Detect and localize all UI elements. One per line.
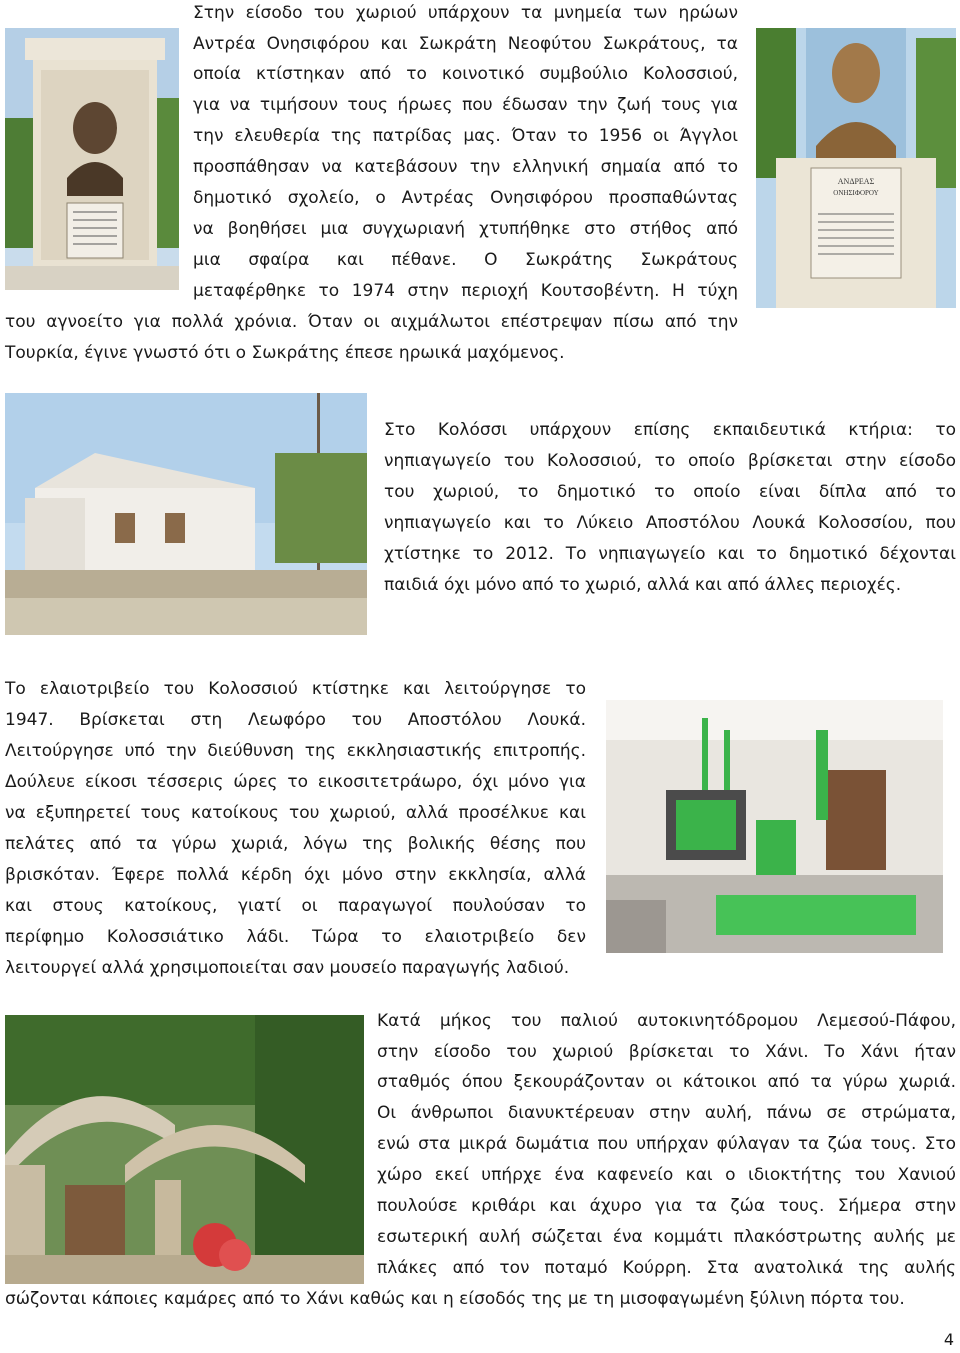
text-line: του χωριού, το δημοτικό το οποίο είναι δίπλα από το (384, 482, 956, 502)
text-line: σταθμός όπου ξεκουράζονταν οι κάτοικοι από τα γύρω χωριά. (377, 1072, 956, 1092)
text-line: πελάτες από τα γύρω χωριά, λόγω της βολικής θέσης που (5, 834, 586, 854)
text-line: 1947. Βρίσκεται στη Λεωφόρο του Αποστόλου Λουκά. (5, 710, 586, 730)
school-building-photo (5, 393, 367, 635)
text-line: μια σφαίρα και πέθανε. Ο Σωκράτης Σωκράτους (193, 250, 738, 270)
text-line: Οι άνθρωποι διανυκτέρευαν στην αυλή, πάνω σε στρώματα, (377, 1103, 956, 1123)
text-line: σώζονται κάποιες καμάρες από το Χάνι καθώς και η είσοδός της με τη μισοφαγωμένη ξύλινη πόρτα του. (5, 1289, 905, 1309)
text-line: δημοτικό σχολείο, ο Αντρέας Ονησιφόρου προσπαθώντας (193, 188, 738, 208)
text-line: βρισκόταν. Έφερε πολλά κέρδη όχι μόνο στην εκκλησία, αλλά (5, 865, 586, 885)
text-line: εσωτερική αυλή σώζεται ένα κομμάτι πλακόστρωτης αυλής με (377, 1227, 956, 1247)
text-line: πλάκες από τον ποταμό Κούρρη. Στα ανατολικά της αυλής (377, 1258, 956, 1278)
text-line: Στην είσοδο του χωριού υπάρχουν τα μνημεία των ηρώων (193, 3, 738, 23)
text-line: οποία κτίστηκαν από το κοινοτικό συμβούλιο Κολοσσιού, (193, 64, 738, 84)
plaque-name-line-1: ΑΝΔΡΕΑΣ (837, 177, 875, 186)
text-line: περίφημο Κολοσσιάτικο λάδι. Τώρα το ελαιοτριβείο δεν (5, 927, 586, 947)
text-line: λειτουργεί αλλά χρησιμοποιείται σαν μουσείο παραγωγής λαδιού. (5, 958, 570, 978)
text-line: Αντρέα Ονησιφόρου και Σωκράτη Νεοφύτου Σωκράτους, τα (193, 34, 738, 54)
text-line: να εξυπηρετεί τους κατοίκους του χωριού, αλλά προσέλκυε και (5, 803, 586, 823)
text-line: για να τιμήσουν τους ήρωες που έδωσαν την ζωή τους για (193, 95, 738, 115)
text-line: χώρο εκεί υπήρχε ένα καφενείο και ο ιδιοκτήτης του Χανιού (377, 1165, 956, 1185)
text-line: πουλούσε κριθάρι και άχυρο για τα ζώα τους. Σήμερα στην (377, 1196, 956, 1216)
text-line: μεταφέρθηκε το 1974 στην περιοχή Κουτσοβέντη. Η τύχη (193, 281, 738, 301)
plaque-name-line-2: ΟΝΗΣΙΦΟΡΟΥ (833, 189, 879, 197)
text-line: Λειτούργησε υπό την διεύθυνση της εκκλησιαστικής επιτροπής. (5, 741, 586, 761)
text-line: νηπιαγωγείο του Κολοσσιού, το οποίο βρίσκεται στην είσοδο (384, 451, 956, 471)
text-line: Το ελαιοτριβείο του Κολοσσιού κτίστηκε και λειτούργησε το (5, 679, 586, 699)
text-line: Δούλευε είκοσι τέσσερις ώρες το εικοσιτετράωρο, όχι μόνο για (5, 772, 586, 792)
text-line: Τουρκία, έγινε γνωστό ότι ο Σωκράτης έπεσε ηρωικά μαχόμενος. (5, 343, 565, 363)
text-line: προσπάθησαν να κατεβάσουν την ελληνική σημαία από το (193, 157, 738, 177)
text-line: παιδιά όχι μόνο από το χωριό, αλλά και από άλλες περιοχές. (384, 575, 902, 595)
khan-arches-photo (5, 1015, 364, 1284)
page-number: 4 (943, 1330, 954, 1349)
text-line: την ελευθερία της πατρίδας μας. Όταν το 1956 οι Άγγλοι (193, 126, 738, 146)
text-line: νηπιαγωγείο και το Λύκειο Αποστόλου Λουκά Κολοσσίου, που (384, 513, 956, 533)
memorial-monument-photo-left (5, 28, 179, 290)
text-line: στην είσοδο του χωριού βρίσκεται το Χάνι. Το Χάνι ήταν (377, 1042, 956, 1062)
text-line: χτίστηκε το 2012. Το νηπιαγωγείο και το δημοτικό δέχονται (384, 544, 956, 564)
text-line: ενώ στα μικρά δωμάτια που υπήρχαν φύλαγαν τα ζώα τους. Στο (377, 1134, 956, 1154)
text-line: Στο Κολόσσι υπάρχουν επίσης εκπαιδευτικά κτήρια: το (384, 420, 956, 440)
olive-mill-museum-photo (606, 700, 943, 953)
text-line: Κατά μήκος του παλιού αυτοκινητόδρομου Λεμεσού-Πάφου, (377, 1011, 956, 1031)
text-line: και στους κατοίκους, γιατί οι παραγωγοί πουλούσαν το (5, 896, 586, 916)
text-line: του αγνοείτο για πολλά χρόνια. Όταν οι αιχμάλωτοι επέστρεψαν πίσω από την (5, 312, 738, 332)
text-line: να βοηθήσει μια συγχωριανή χτυπήθηκε στο στήθος από (193, 219, 738, 239)
memorial-monument-photo-right (756, 28, 956, 308)
